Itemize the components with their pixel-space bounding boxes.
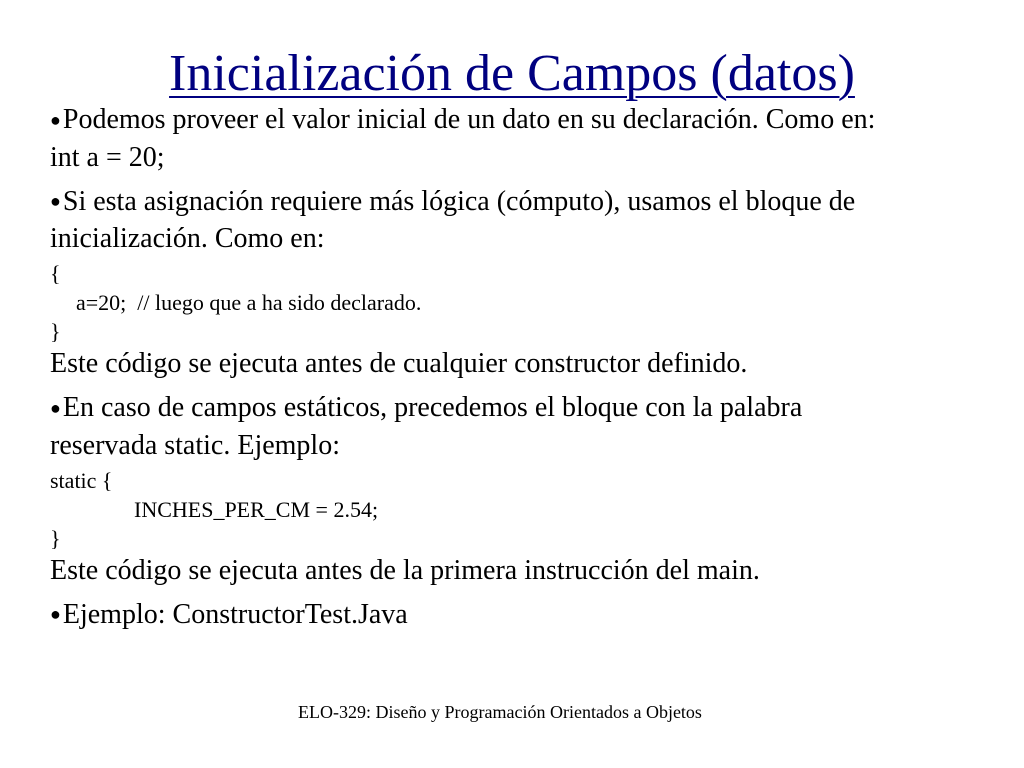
bullet-dot-icon: ● [50, 604, 61, 625]
bullet-4-text: Ejemplo: ConstructorTest.Java [62, 598, 408, 630]
code-block-2-close: } [50, 525, 61, 551]
bullet-3-after: Este código se ejecuta antes de la primera instrucción del main. [50, 554, 760, 586]
bullet-2-line-2: inicialización. Como en: [50, 223, 325, 255]
bullet-dot-icon: ● [50, 191, 61, 212]
bullet-3-line-2: reservada static. Ejemplo: [50, 429, 340, 461]
bullet-3-text: En caso de campos estáticos, precedemos el bloque con la palabra [62, 392, 803, 424]
bullet-1-line-1 [50, 102, 990, 140]
bullet-1-text: Podemos proveer el valor inicial de un dato en su declaración. Como en: [62, 104, 876, 135]
bullet-2-after: Este código se ejecuta antes de cualquier constructor definido. [50, 348, 748, 380]
slide-title: Inicialización de Campos (datos) [169, 45, 855, 102]
code-block-1-open: { [50, 261, 61, 287]
bullet-3-line-1 [50, 390, 990, 428]
code-block-2-open: static { [50, 467, 113, 493]
bullet-item-1 [50, 102, 990, 176]
bullet-4-line-1 [50, 597, 990, 635]
bullet-item-2 [50, 184, 990, 383]
code-block-1-body: a=20; // luego que a ha sido declarado. [76, 290, 422, 316]
bullet-dot-icon: ● [50, 109, 61, 130]
slide-body [50, 102, 990, 634]
code-block-1-close: } [50, 319, 61, 345]
slide-footer: ELO-329: Diseño y Programación Orientados a Objetos [298, 702, 702, 722]
bullet-2-line-1 [50, 184, 990, 222]
bullet-dot-icon: ● [50, 397, 61, 418]
bullet-item-3 [50, 390, 990, 589]
bullet-1-line-2: int a = 20; [50, 141, 165, 173]
bullet-item-4 [50, 597, 990, 635]
bullet-2-text: Si esta asignación requiere más lógica (cómputo), usamos el bloque de [62, 185, 856, 217]
code-block-2-body: INCHES_PER_CM = 2.54; [134, 496, 379, 522]
